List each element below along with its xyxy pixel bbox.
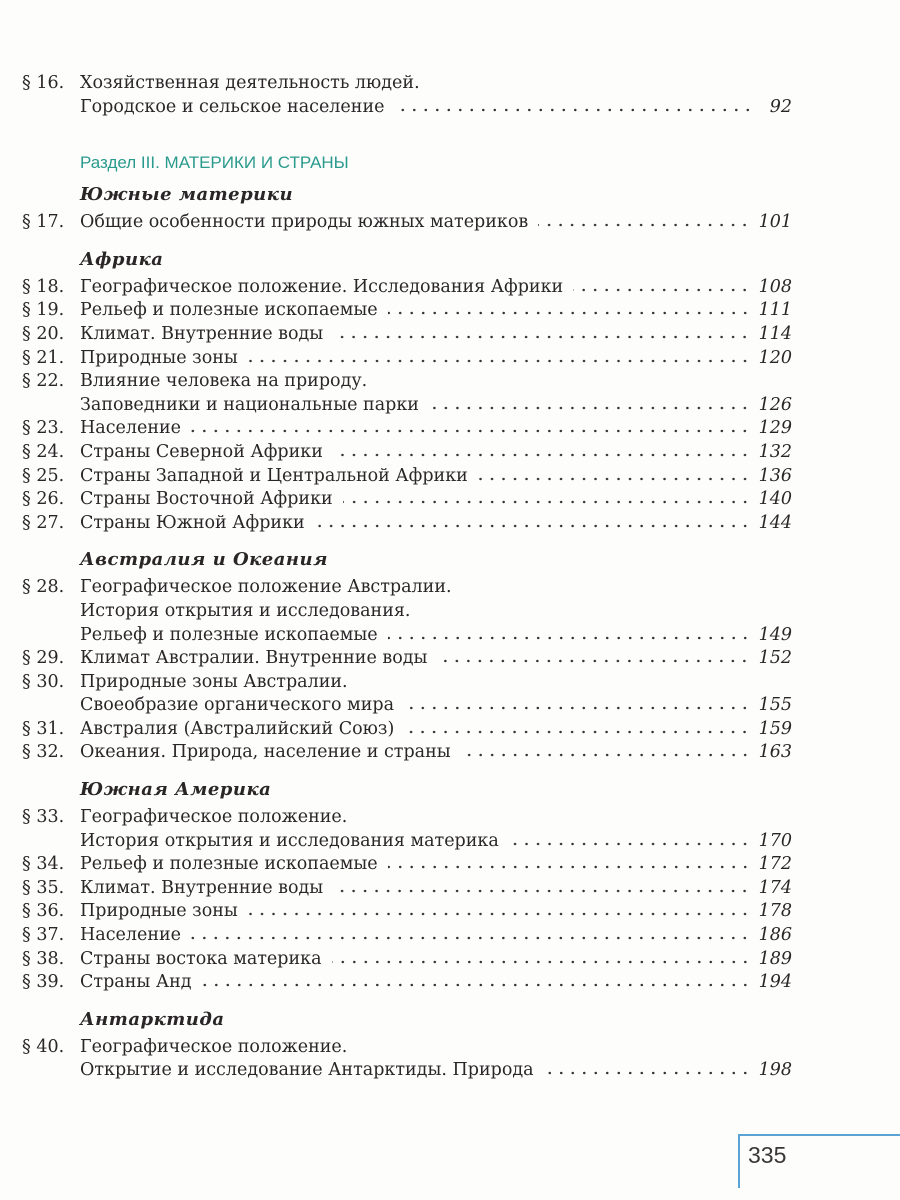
entry-title: История открытия и исследования материка (80, 830, 499, 851)
dot-leader (248, 359, 751, 363)
entry-title: Природные зоны Австралии. (80, 671, 348, 692)
entry-body (80, 417, 792, 441)
dot-leader (332, 960, 751, 964)
paragraph-number: § 31. (22, 718, 65, 739)
entry-body (80, 853, 792, 877)
entry-body (80, 948, 792, 972)
entry-line (80, 276, 792, 300)
entry-page: 92 (769, 96, 792, 117)
entry-title: Хозяйственная деятельность людей. (80, 73, 420, 93)
entry-title: Рельеф и полезные ископаемые (80, 624, 378, 645)
dot-leader (429, 406, 751, 410)
dot-leader (388, 311, 751, 315)
toc-entry (22, 441, 792, 465)
entry-body (80, 806, 792, 853)
paragraph-number: § 38. (22, 948, 65, 969)
entry-body (80, 488, 792, 512)
entry-line (80, 694, 792, 718)
toc-entry (22, 741, 792, 765)
entry-line (80, 323, 792, 347)
toc-entry (22, 488, 792, 512)
dot-leader (388, 865, 751, 869)
toc-entry (22, 323, 792, 347)
entry-body (80, 323, 792, 347)
paragraph-number: § 39. (22, 972, 65, 993)
section-heading: Раздел III. МАТЕРИКИ И СТРАНЫ (80, 153, 349, 173)
paragraph-number: § 40. (22, 1036, 65, 1057)
entry-title: Рельеф и полезные ископаемые (80, 854, 378, 875)
dot-leader (333, 335, 750, 339)
entry-page: 198 (758, 1060, 792, 1081)
dot-leader (333, 889, 750, 893)
entry-body (80, 671, 792, 718)
entry-body (80, 72, 792, 119)
entry-title: Страны востока материка (80, 948, 322, 969)
toc-entry (22, 465, 792, 489)
toc-entry (22, 512, 792, 536)
entry-line (80, 370, 792, 394)
entry-line (80, 72, 792, 96)
entry-title: Географическое положение Австралии. (80, 577, 452, 598)
paragraph-number: § 24. (22, 441, 65, 462)
entry-line (80, 741, 792, 765)
entry-body (80, 971, 792, 995)
entry-page: 152 (758, 648, 792, 669)
entry-body (80, 211, 792, 235)
paragraph-number: § 20. (22, 323, 65, 344)
entry-body (80, 1036, 792, 1083)
entry-title: Климат. Внутренние воды (80, 323, 324, 344)
paragraph-number: § 34. (22, 854, 65, 875)
toc-entry (22, 72, 792, 119)
entry-title: Климат Австралии. Внутренние воды (80, 648, 428, 669)
entry-title: Страны Северной Африки (80, 441, 323, 462)
entry-line (80, 417, 792, 441)
entry-title: Австралия (Австралийский Союз) (80, 718, 395, 739)
entry-line (80, 853, 792, 877)
entry-page: 114 (758, 323, 792, 344)
dot-leader (437, 659, 750, 663)
paragraph-number: § 28. (22, 577, 65, 598)
dot-leader (509, 842, 751, 846)
paragraph-number: § 37. (22, 925, 65, 946)
toc-entry (22, 671, 792, 718)
paragraph-number: § 21. (22, 347, 65, 368)
entry-title: Страны Южной Африки (80, 512, 305, 533)
dot-leader (394, 108, 754, 112)
paragraph-number: § 36. (22, 901, 65, 922)
group-heading: Южная Америка (80, 779, 272, 801)
paragraph-number: § 16. (22, 73, 65, 93)
toc-entry (22, 924, 792, 948)
paragraph-number: § 35. (22, 877, 65, 898)
entry-title: Своеобразие органического мира (80, 695, 395, 716)
entry-line (80, 900, 792, 924)
entry-title: Природные зоны (80, 347, 238, 368)
entry-page: 136 (758, 465, 792, 486)
dot-leader (404, 730, 750, 734)
entry-title: Страны Анд (80, 972, 192, 993)
entry-page: 108 (758, 276, 792, 297)
entry-line (80, 512, 792, 536)
entry-title: Население (80, 925, 182, 946)
entry-title: Климат. Внутренние воды (80, 877, 324, 898)
toc-entry (22, 576, 792, 647)
toc-entry (22, 971, 792, 995)
entry-title: Городское и сельское население (80, 96, 385, 117)
entry-page: 140 (758, 489, 792, 510)
entry-title: История открытия и исследования. (80, 600, 411, 621)
entry-title: Страны Восточной Африки (80, 489, 333, 510)
entry-page: 129 (758, 418, 792, 439)
entry-body (80, 924, 792, 948)
entry-page: 126 (758, 394, 792, 415)
entry-body (80, 465, 792, 489)
group-heading: Африка (80, 248, 164, 270)
paragraph-number: § 26. (22, 489, 65, 510)
entry-line (80, 624, 792, 648)
toc-entry (22, 948, 792, 972)
dot-leader (544, 1071, 751, 1075)
dot-leader (343, 500, 751, 504)
entry-body (80, 370, 792, 417)
entry-line (80, 948, 792, 972)
entry-line (80, 211, 792, 235)
entry-line (80, 465, 792, 489)
entry-page: 111 (758, 300, 792, 321)
dot-leader (333, 453, 751, 457)
entry-title: Океания. Природа, население и страны (80, 742, 451, 763)
entry-line (80, 806, 792, 830)
dot-leader (461, 753, 751, 757)
entry-line (80, 830, 792, 854)
entry-page: 144 (758, 512, 792, 533)
dot-leader (404, 706, 751, 710)
entry-page: 120 (758, 347, 792, 368)
entry-page: 159 (758, 718, 792, 739)
entry-line (80, 299, 792, 323)
toc-entry (22, 853, 792, 877)
entry-body (80, 276, 792, 300)
toc-entry (22, 417, 792, 441)
entry-line (80, 394, 792, 418)
entry-body (80, 347, 792, 371)
toc-entry (22, 299, 792, 323)
entry-title: Общие особенности природы южных материков (80, 212, 529, 233)
entry-line (80, 671, 792, 695)
entry-page: 155 (758, 695, 792, 716)
entry-title: Географическое положение. Исследования Африки (80, 276, 564, 297)
entry-page: 189 (758, 948, 792, 969)
toc-entry (22, 1036, 792, 1083)
toc-entry (22, 900, 792, 924)
entry-body (80, 900, 792, 924)
entry-page: 170 (758, 830, 792, 851)
entry-title: Население (80, 418, 182, 439)
entry-line (80, 576, 792, 600)
entry-title: Заповедники и национальные парки (80, 394, 419, 415)
toc-entry (22, 647, 792, 671)
page-number: 335 (748, 1142, 787, 1168)
toc-entry (22, 370, 792, 417)
group-heading: Австралия и Океания (80, 549, 328, 571)
paragraph-number: § 25. (22, 465, 65, 486)
entry-line (80, 96, 792, 120)
paragraph-number: § 27. (22, 512, 65, 533)
group-heading: Южные материки (80, 184, 294, 206)
entry-page: 194 (758, 972, 792, 993)
page-number-box (738, 1134, 900, 1188)
toc-entry (22, 211, 792, 235)
entry-page: 172 (758, 854, 792, 875)
paragraph-number: § 22. (22, 371, 65, 392)
dot-leader (248, 912, 751, 916)
entry-title: Влияние человека на природу. (80, 371, 368, 392)
paragraph-number: § 23. (22, 418, 65, 439)
toc-entry (22, 877, 792, 901)
entry-page: 101 (758, 212, 792, 233)
dot-leader (538, 223, 750, 227)
toc-entry (22, 718, 792, 742)
entry-body (80, 718, 792, 742)
entry-title: Природные зоны (80, 901, 238, 922)
entry-page: 132 (758, 441, 792, 462)
entry-page: 163 (758, 742, 792, 763)
dot-leader (191, 429, 751, 433)
paragraph-number: § 33. (22, 807, 65, 828)
entry-body (80, 576, 792, 647)
entry-page: 178 (758, 901, 792, 922)
entry-line (80, 600, 792, 624)
paragraph-number: § 30. (22, 671, 65, 692)
table-of-contents (22, 72, 792, 1083)
entry-body (80, 299, 792, 323)
dot-leader (478, 477, 751, 481)
toc-entry (22, 347, 792, 371)
dot-leader (573, 288, 750, 292)
entry-body (80, 877, 792, 901)
toc-entry (22, 276, 792, 300)
entry-title: Страны Западной и Центральной Африки (80, 465, 468, 486)
entry-line (80, 488, 792, 512)
entry-title: Географическое положение. (80, 1036, 348, 1057)
entry-page: 186 (758, 925, 792, 946)
entry-line (80, 1059, 792, 1083)
entry-line (80, 347, 792, 371)
toc-entry (22, 806, 792, 853)
entry-line (80, 718, 792, 742)
entry-line (80, 924, 792, 948)
entry-body (80, 741, 792, 765)
dot-leader (315, 524, 751, 528)
paragraph-number: § 17. (22, 212, 65, 233)
entry-body (80, 441, 792, 465)
group-heading: Антарктида (80, 1008, 225, 1030)
dot-leader (191, 936, 751, 940)
entry-line (80, 647, 792, 671)
paragraph-number: § 19. (22, 300, 65, 321)
entry-title: Географическое положение. (80, 807, 348, 828)
paragraph-number: § 32. (22, 742, 65, 763)
entry-body (80, 512, 792, 536)
entry-line (80, 877, 792, 901)
dot-leader (202, 983, 751, 987)
entry-title: Открытие и исследование Антарктиды. Природа (80, 1060, 534, 1081)
entry-line (80, 1036, 792, 1060)
entry-line (80, 971, 792, 995)
dot-leader (388, 636, 751, 640)
entry-page: 149 (758, 624, 792, 645)
paragraph-number: § 29. (22, 648, 65, 669)
entry-body (80, 647, 792, 671)
paragraph-number: § 18. (22, 276, 65, 297)
entry-page: 174 (758, 877, 792, 898)
entry-line (80, 441, 792, 465)
entry-title: Рельеф и полезные ископаемые (80, 300, 378, 321)
